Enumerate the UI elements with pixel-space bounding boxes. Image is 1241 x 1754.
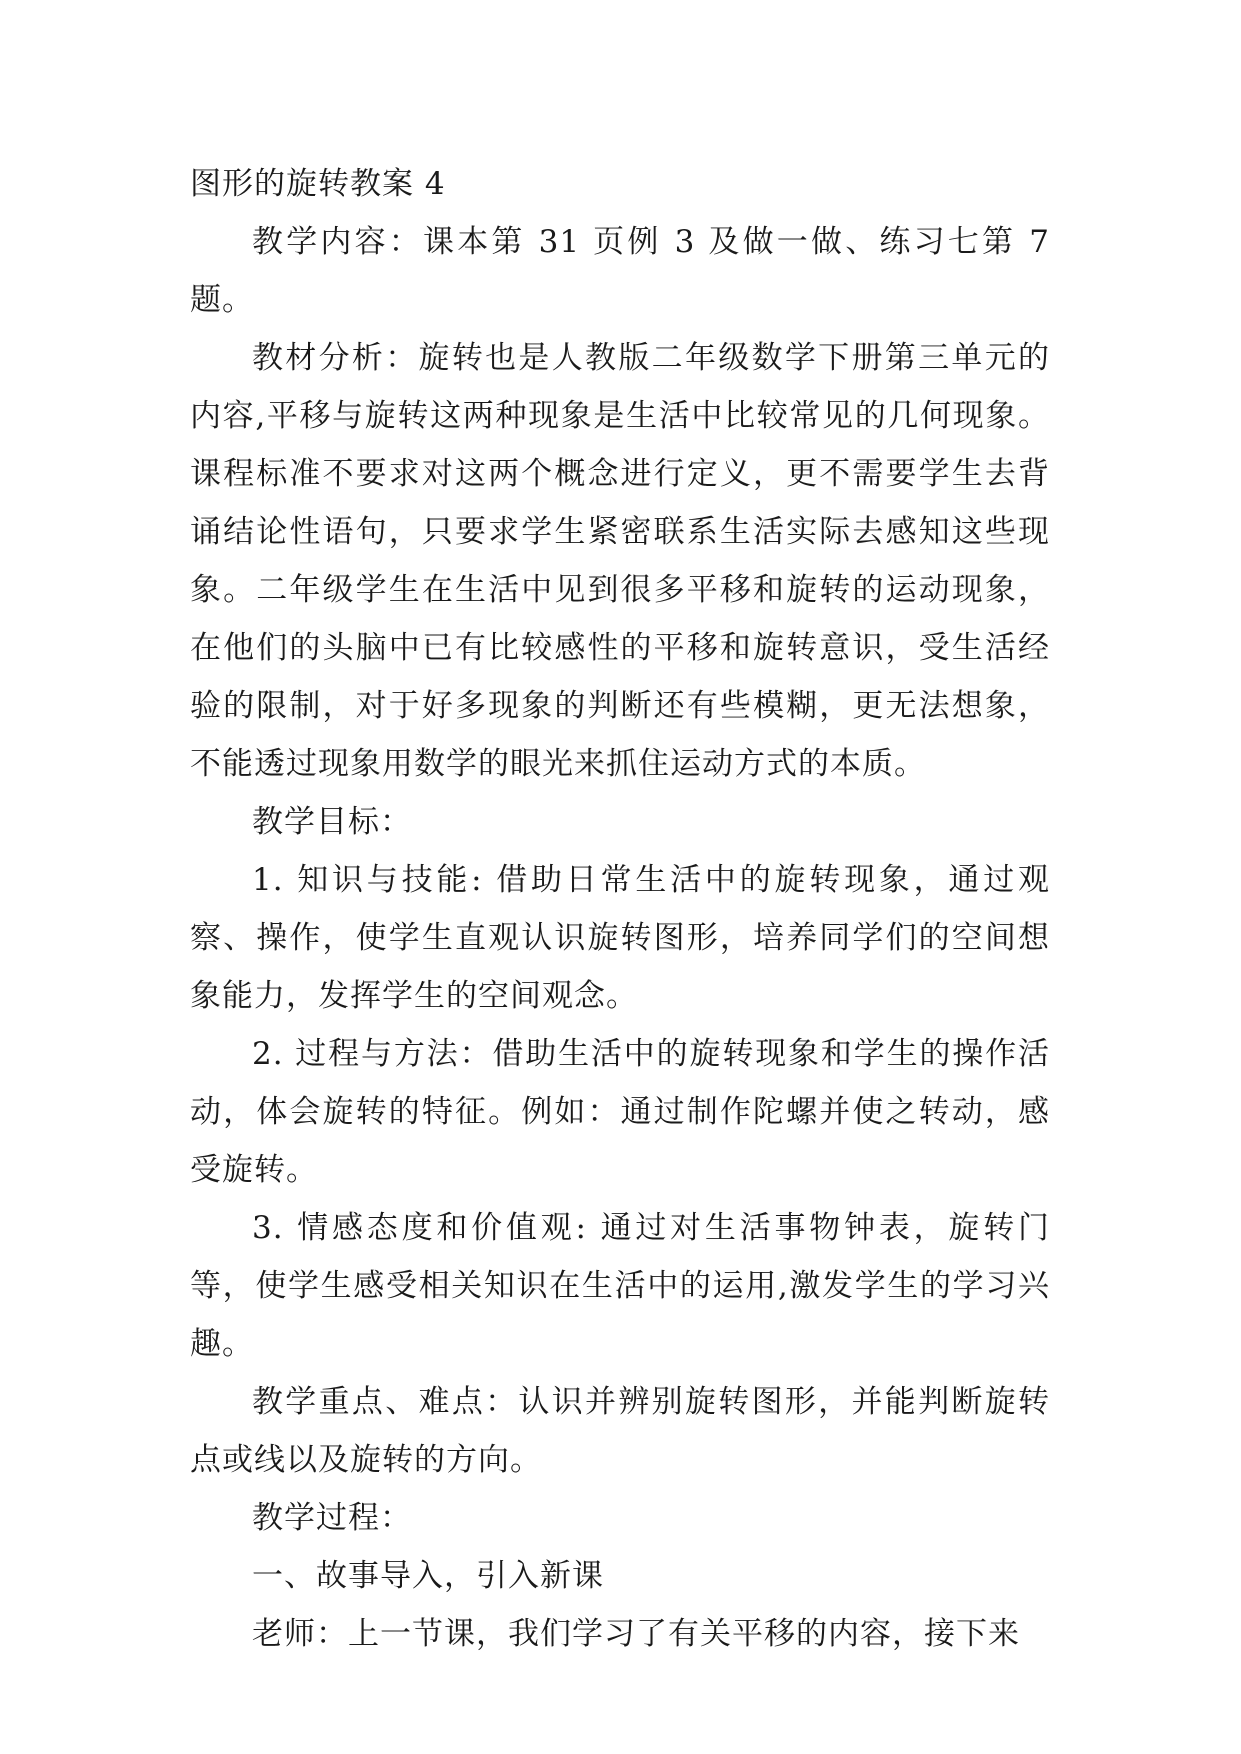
paragraph-teacher-dialogue: 老师：上一节课，我们学习了有关平移的内容，接下来 [252, 1616, 1020, 1652]
paragraph-goal-knowledge-skills: 1. 知识与技能: 借助日常生活中的旋转现象，通过观察、操作，使学生直观认识旋转图形，培养同学们的空间想象能力，发挥学生的空间观念。 [190, 862, 1050, 1014]
paragraph-key-difficult-points: 教学重点、难点：认识并辨别旋转图形，并能判断旋转点或线以及旋转的方向。 [190, 1384, 1050, 1478]
document-body [190, 213, 1050, 1663]
paragraph-teaching-goals-heading: 教学目标： [252, 804, 412, 840]
paragraph-teaching-process-heading: 教学过程： [252, 1500, 412, 1536]
paragraph-goal-process-method: 2. 过程与方法：借助生活中的旋转现象和学生的操作活动，体会旋转的特征。例如：通过制作陀螺并使之转动，感受旋转。 [190, 1036, 1050, 1188]
paragraph-goal-attitude-values: 3. 情感态度和价值观: 通过对生活事物钟表，旋转门等，使学生感受相关知识在生活中的运用,激发学生的学习兴趣。 [190, 1210, 1050, 1362]
paragraph-section-one-heading: 一、故事导入，引入新课 [252, 1558, 604, 1594]
document-title: 图形的旋转教案 4 [190, 166, 446, 202]
paragraph-material-analysis: 教材分析：旋转也是人教版二年级数学下册第三单元的内容,平移与旋转这两种现象是生活中比较常见的几何现象。课程标准不要求对这两个概念进行定义，更不需要学生去背诵结论性语句，只要求学生紧密联系生活实际去感知这些现象。二年级学生在生活中见到很多平移和旋转的运动现象，在他们的头脑中已有比较感性的平移和旋转意识，受生活经验的限制，对于好多现象的判断还有些模糊，更无法想象，不能透过现象用数学的眼光来抓住运动方式的本质。 [190, 340, 1050, 782]
paragraph-teaching-content: 教学内容：课本第 31 页例 3 及做一做、练习七第 7 题。 [190, 224, 1050, 318]
